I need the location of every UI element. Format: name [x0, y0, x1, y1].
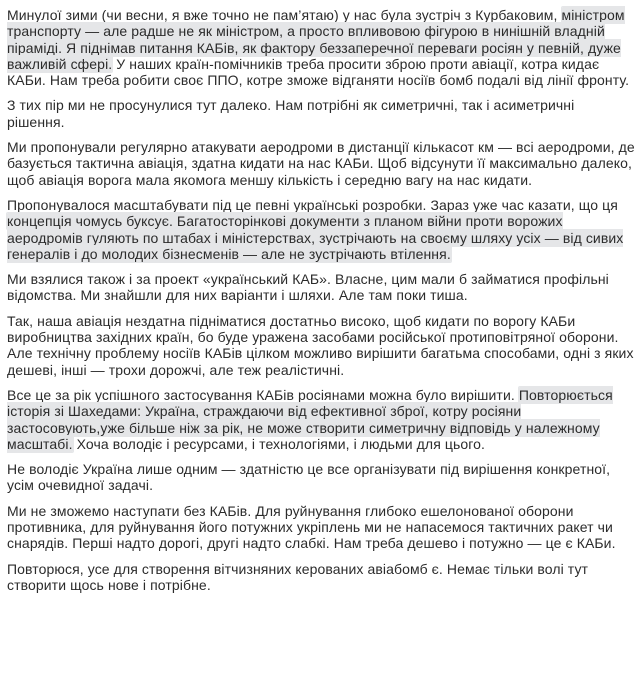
post-paragraph: [7, 503, 635, 552]
highlighted-text: Повторюється історія зі Шахедами: Україна, страждаючи від ефективної зброї, котру росіяни застосовують,уже більше ніж за рік, не може створити симетричну відповідь у належному масштабі.: [7, 386, 613, 452]
text-segment: Пропонувалося масштабувати під це певні українські розробки. Зараз уже час казати, що ця: [7, 196, 618, 213]
post-paragraph: [7, 461, 635, 494]
post-paragraph: [7, 387, 635, 452]
highlighted-text: концепція чомусь буксує. Багатосторінкові документи з планом війни проти ворожих аеродромів гуляють по штабах і міністерствах, зустрічають на своєму шляху усіх — від сивих генералів і до молодих бізнесменів — але не зустрічають втілення.: [7, 213, 624, 262]
post-paragraph: [7, 313, 635, 378]
post-paragraph: [7, 7, 635, 88]
text-segment: Хоча володіє і ресурсами, і технологіями, і людьми для цього.: [72, 435, 486, 452]
text-segment: Минулої зими (чи весни, я вже точно не пам’ятаю) у нас була зустріч з Курбаковим,: [7, 7, 562, 23]
highlighted-text: міністром транспорту — але радше не як міністром, а просто впливовою фігурою в нинішній владній піраміді. Я піднімав питання КАБів, як фактору беззаперечної переваги росіян у певній, дуже важливій сфері.: [7, 7, 625, 72]
text-segment: Не володіє Україна лише одним — здатністю це все організувати під вирішення конкретної, усім очевидної задачі.: [7, 461, 611, 494]
post-paragraph: [7, 197, 635, 262]
text-segment: Ми не зможемо наступати без КАБів. Для руйнування глибоко ешелонованої оборони противника, для руйнування його потужних укріплень ми не напасемося тактичних ракет чи снарядів. Перші надто дорогі, другі надто слабкі. Нам треба дешево і потужно — це є КАБи.: [7, 502, 616, 552]
text-segment: З тих пір ми не просунулися тут далеко. Нам потрібні як симетричні, так і асиметричні рішення.: [7, 97, 575, 130]
post-paragraph: [7, 97, 635, 130]
text-segment: Повторюся, усе для створення вітчизняних керованих авіабомб є. Немає тільки волі тут створити щось нове і потрібне.: [7, 560, 589, 593]
post-paragraph: [7, 271, 635, 304]
post-paragraph: [7, 561, 635, 594]
text-segment: Ми взялися також і за проект «український КАБ». Власне, цим мали б займатися профільні відомства. Ми знайшли для них варіанти і шляхи. Але там поки тиша.: [7, 271, 609, 304]
text-segment: Все це за рік успішного застосування КАБів росіянами можна було вирішити.: [7, 386, 519, 403]
post-paragraph: [7, 139, 635, 188]
text-segment: У наших країн-помічників треба просити зброю проти авіації, котра кидає КАБи. Нам треба робити своє ППО, котре зможе відганяти носіїв бомб подалі від лінії фронту.: [7, 55, 630, 89]
text-segment: Так, наша авіація нездатна підніматися достатньо високо, щоб кидати по ворогу КАБи виробництва західних країн, бо буде уражена засобами російської протиповітряної оборони. Але технічну проблему носіїв КАБів цілком можливо вирішити багатьма способами, одні з яких дешеві, інші — трохи дорожчі, але теж реалістичні.: [7, 312, 634, 378]
text-segment: Ми пропонували регулярно атакувати аеродроми в дистанції кількасот км — всі аеродроми, де базується тактична авіація, здатна кидати на нас КАБи. Щоб відсунути її максимально далеко, щоб авіація ворога мала якомога меншу кількість і середню вагу на нас кидати.: [7, 139, 635, 188]
